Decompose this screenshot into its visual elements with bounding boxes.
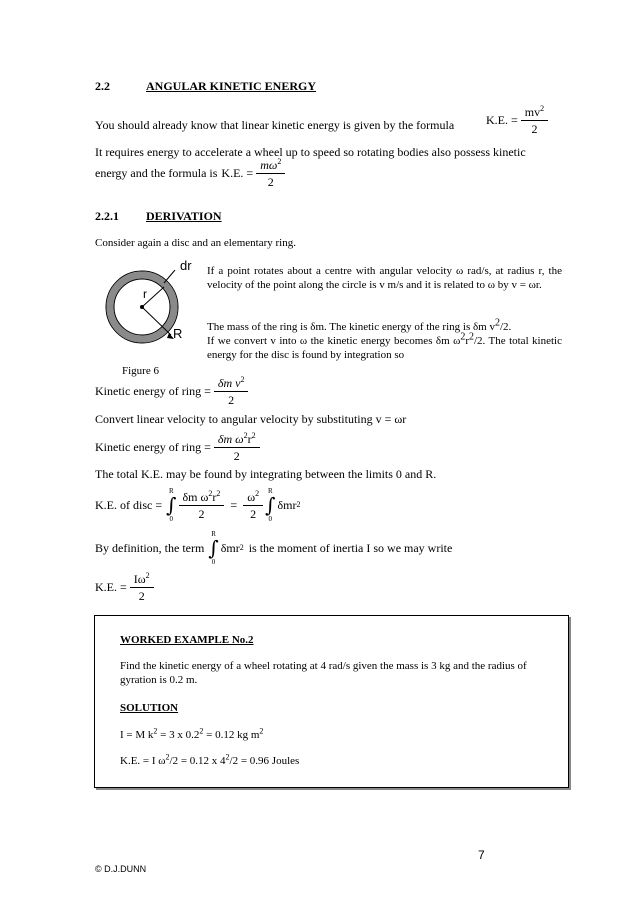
label-r: r: [143, 287, 147, 301]
total-ke-text: The total K.E. may be found by integrating between the limits 0 and R.: [95, 467, 437, 481]
side-paragraph-2: The mass of the ring is δm. The kinetic energy of the ring is δm $v^2/2$.: [207, 317, 512, 333]
rotational-ke-formula: $\frac{m\omega^2}{2}$: [256, 158, 285, 189]
intro-line3: energy and the formula is K.E. = $\frac{m\omega^2}{2}$: [95, 158, 285, 189]
solution-line-1: I = M $k^2 = 3$ x $0.2^2 = 0.12$ kg $m^2$: [120, 726, 264, 741]
integral-sign-icon: R ∫ 0: [208, 530, 219, 566]
side-paragraph-1: If a point rotates about a centre with angular velocity ω rad/s, at radius r, the velocity of the point along the circle is v m/s and it is related to ω by v = ωr.: [207, 265, 562, 291]
label-dr: dr: [180, 258, 192, 273]
page-number: 7: [478, 848, 485, 862]
worked-example-box: [94, 615, 569, 788]
consider-text: Consider again a disc and an elementary ring.: [95, 237, 296, 249]
integral-sign-icon: R ∫ 0: [166, 487, 177, 523]
ke-disc-equation: K.E. of disc = R ∫ 0 $\frac{\delta m \omega^2r^2}{2}$ = $\frac{\omega^2}{2}$ R ∫ 0 δmr 2: [95, 487, 301, 523]
moment-of-inertia-definition: By definition, the term R ∫ 0 δmr 2 is the moment of inertia I so we may write: [95, 530, 453, 566]
worked-example-question: Find the kinetic energy of a wheel rotating at 4 rad/s given the mass is 3 kg and the radius of gyration is 0.2 m.: [120, 660, 527, 686]
solution-line-2: K.E. = I $\omega^2/2 = 0.12$ x $4^2/2 = 0.96$ Joules: [120, 752, 300, 767]
linear-ke-formula: K.E. = $\frac{mv^2}{2}$: [486, 105, 548, 136]
copyright: © D.J.DUNN: [95, 864, 147, 874]
convert-text: Convert linear velocity to angular velocity by substituting v = ωr: [95, 412, 407, 426]
ke-ring-equation-2: Kinetic energy of ring = $\frac{\delta m \omega^2r^2}{2}$: [95, 432, 260, 463]
side-paragraph-3: If we convert v into ω the kinetic energy becomes δm $\omega^2r^2/2$. The total kinetic energy for the disc is found by integration so: [207, 331, 562, 361]
worked-example-title: WORKED EXAMPLE No.2: [120, 634, 254, 646]
solution-title: SOLUTION: [120, 702, 179, 714]
subsection-number: 2.2.1: [95, 209, 119, 223]
subsection-title: DERIVATION: [146, 209, 222, 223]
integral-sign-icon: R ∫ 0: [265, 487, 276, 523]
disc-ring-figure: [95, 258, 205, 358]
intro-line2: It requires energy to accelerate a wheel up to speed so rotating bodies also possess kinetic: [95, 145, 526, 159]
label-R: R: [173, 326, 183, 341]
dr-pointer: [164, 270, 175, 283]
figure-caption: Figure 6: [122, 365, 159, 377]
final-ke-equation: K.E. = $\frac{I\omega^2}{2}$: [95, 572, 154, 603]
ke-ring-equation-1: Kinetic energy of ring = $\frac{\delta m v^2}{2}$: [95, 376, 248, 407]
section-number: 2.2: [95, 79, 110, 93]
intro-line1: You should already know that linear kinetic energy is given by the formula: [95, 118, 455, 132]
section-title: ANGULAR KINETIC ENERGY: [146, 79, 317, 93]
